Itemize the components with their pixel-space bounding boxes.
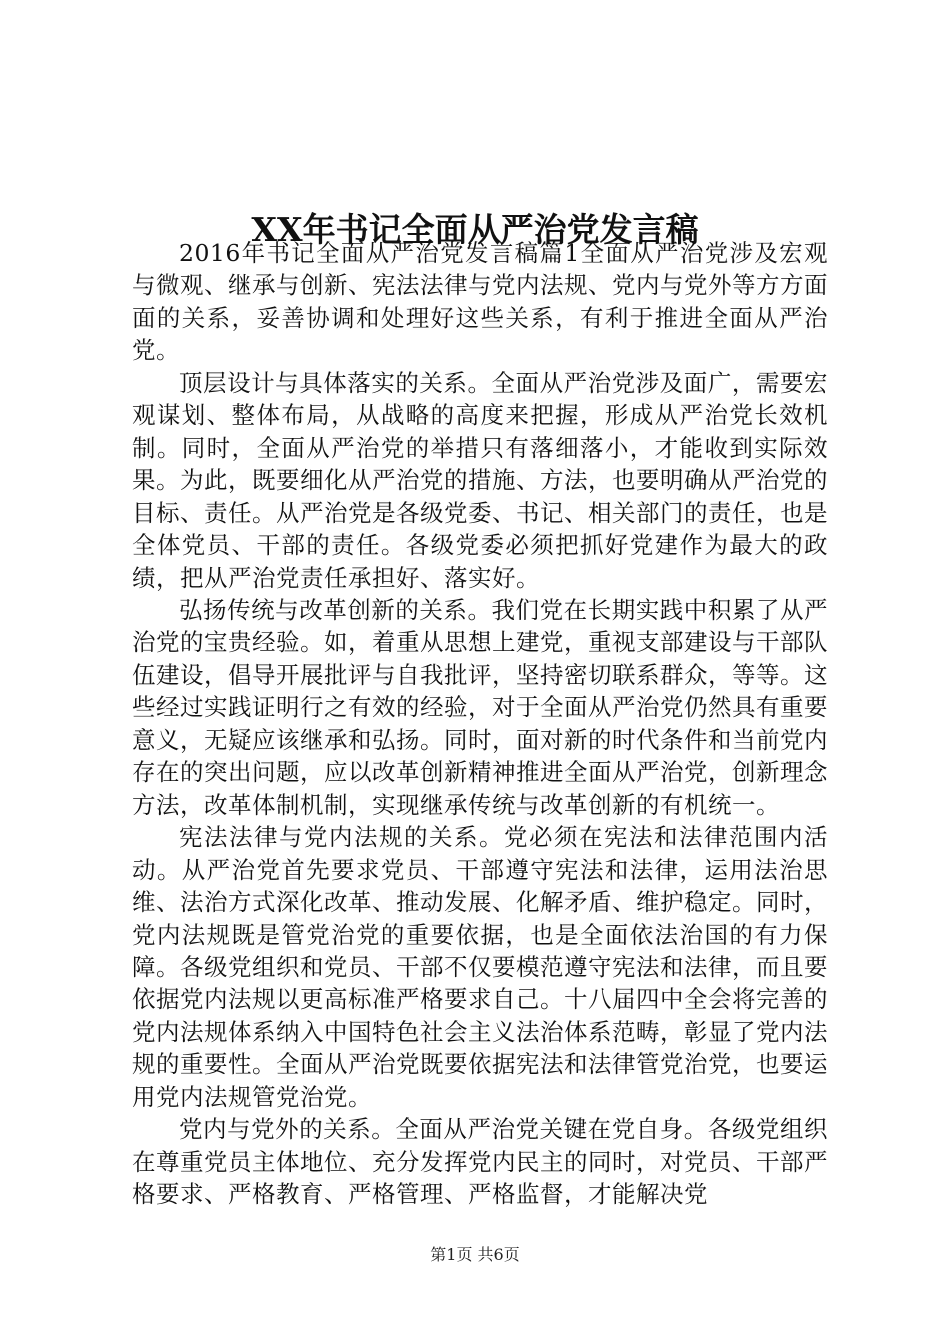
document-body	[132, 237, 828, 1211]
paragraph-inside-outside: 党内与党外的关系。全面从严治党关键在党自身。各级党组织在尊重党员主体地位、充分发挥党内民主的同时，对党员、干部严格要求、严格教育、严格管理、严格监督，才能解决党	[132, 1115, 828, 1209]
page-number-footer: 第1页 共6页	[430, 1245, 520, 1264]
paragraph-intro: 2016年书记全面从严治党发言稿篇1全面从严治党涉及宏观与微观、继承与创新、宪法法律与党内法规、党内与党外等方方面面的关系，妥善协调和处理好这些关系，有利于推进全面从严治党。	[132, 239, 828, 365]
paragraph-law-regulations: 宪法法律与党内法规的关系。党必须在宪法和法律范围内活动。从严治党首先要求党员、干部遵守宪法和法律，运用法治思维、法治方式深化改革、推动发展、化解矛盾、维护稳定。同时，党内法规既是管党治党的重要依据，也是全面依法治国的有力保障。各级党组织和党员、干部不仅要模范遵守宪法和法律，而且要依据党内法规以更高标准严格要求自己。十八届四中全会将完善的党内法规体系纳入中国特色社会主义法治体系范畴，彰显了党内法规的重要性。全面从严治党既要依据宪法和法律管党治党，也要运用党内法规管党治党。	[132, 823, 828, 1111]
paragraph-top-design: 顶层设计与具体落实的关系。全面从严治党涉及面广，需要宏观谋划、整体布局，从战略的高度来把握，形成从严治党长效机制。同时，全面从严治党的举措只有落细落小，才能收到实际效果。为此，既要细化从严治党的措施、方法，也要明确从严治党的目标、责任。从严治党是各级党委、书记、相关部门的责任，也是全体党员、干部的责任。各级党委必须把抓好党建作为最大的政绩，把从严治党责任承担好、落实好。	[132, 368, 828, 592]
document-title: XX年书记全面从严治党发言稿	[251, 210, 699, 250]
paragraph-tradition-innovation: 弘扬传统与改革创新的关系。我们党在长期实践中积累了从严治党的宝贵经验。如，着重从思想上建党，重视支部建设与干部队伍建设，倡导开展批评与自我批评，坚持密切联系群众，等等。这些经过实践证明行之有效的经验，对于全面从严治党仍然具有重要意义，无疑应该继承和弘扬。同时，面对新的时代条件和当前党内存在的突出问题，应以改革创新精神推进全面从严治党，创新理念方法，改革体制机制，实现继承传统与改革创新的有机统一。	[132, 595, 828, 819]
